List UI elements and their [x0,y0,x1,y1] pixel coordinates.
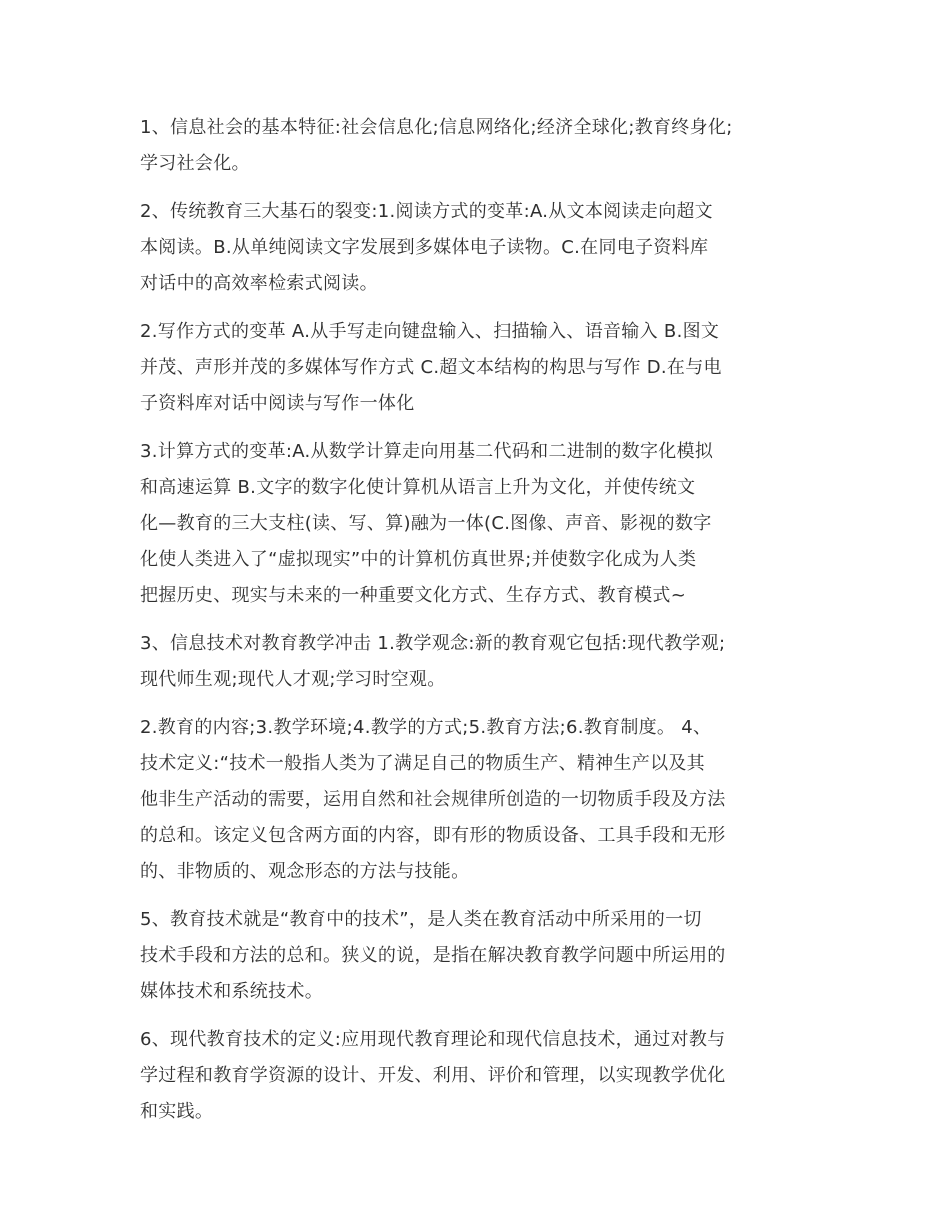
text-line: 的总和。该定义包含两方面的内容，即有形的物质设备、工具手段和无形 [140,825,726,846]
paragraph-4 [140,434,820,614]
paragraph-5 [140,626,820,698]
paragraph-7 [140,902,820,1010]
text-line: 并茂、声形并茂的多媒体写作方式 C.超文本结构的构思与写作 D.在与电 [140,357,722,378]
document-body [140,110,820,1142]
text-line: 媒体技术和系统技术。 [140,981,323,1002]
text-line: 2.教育的内容;3.教学环境;4.教学的方式;5.教育方法;6.教育制度。 4、 [140,717,712,738]
text-line: 技术定义:“技术一般指人类为了满足自己的物质生产、精神生产以及其 [140,753,705,774]
text-line: 3、信息技术对教育教学冲击 1.教学观念:新的教育观它包括:现代教学观; [140,633,726,654]
paragraph-2 [140,194,820,302]
text-line: 化—教育的三大支柱(读、写、算)融为一体(C.图像、声音、影视的数字 [140,513,712,534]
text-line: 2、传统教育三大基石的裂变:1.阅读方式的变革:A.从文本阅读走向超文 [140,201,713,222]
text-line: 1、信息社会的基本特征:社会信息化;信息网络化;经济全球化;教育终身化; [140,117,733,138]
text-line: 化使人类进入了“虚拟现实”中的计算机仿真世界;并使数字化成为人类 [140,549,697,570]
text-line: 把握历史、现实与未来的一种重要文化方式、生存方式、教育模式~ [140,585,687,606]
text-line: 3.计算方式的变革:A.从数学计算走向用基二代码和二进制的数字化模拟 [140,441,714,462]
text-line: 他非生产活动的需要，运用自然和社会规律所创造的一切物质手段及方法 [140,789,726,810]
text-line: 对话中的高效率检索式阅读。 [140,273,378,294]
text-line: 本阅读。B.从单纯阅读文字发展到多媒体电子读物。C.在同电子资料库 [140,237,709,258]
text-line: 技术手段和方法的总和。狭义的说，是指在解决教育教学问题中所运用的 [140,945,726,966]
text-line: 6、现代教育技术的定义:应用现代教育理论和现代信息技术，通过对教与 [140,1029,726,1050]
paragraph-8 [140,1022,820,1130]
paragraph-6 [140,710,820,890]
text-line: 现代师生观;现代人才观;学习时空观。 [140,669,446,690]
text-line: 子资料库对话中阅读与写作一体化 [140,393,415,414]
text-line: 5、教育技术就是“教育中的技术”，是人类在教育活动中所采用的一切 [140,909,702,930]
text-line: 学过程和教育学资源的设计、开发、利用、评价和管理，以实现教学优化 [140,1065,726,1086]
text-line: 2.写作方式的变革 A.从手写走向键盘输入、扫描输入、语音输入 B.图文 [140,321,720,342]
paragraph-1 [140,110,820,182]
text-line: 和高速运算 B.文字的数字化使计算机从语言上升为文化，并使传统文 [140,477,696,498]
paragraph-3 [140,314,820,422]
text-line: 的、非物质的、观念形态的方法与技能。 [140,861,470,882]
text-line: 学习社会化。 [140,153,250,174]
text-line: 和实践。 [140,1101,214,1122]
